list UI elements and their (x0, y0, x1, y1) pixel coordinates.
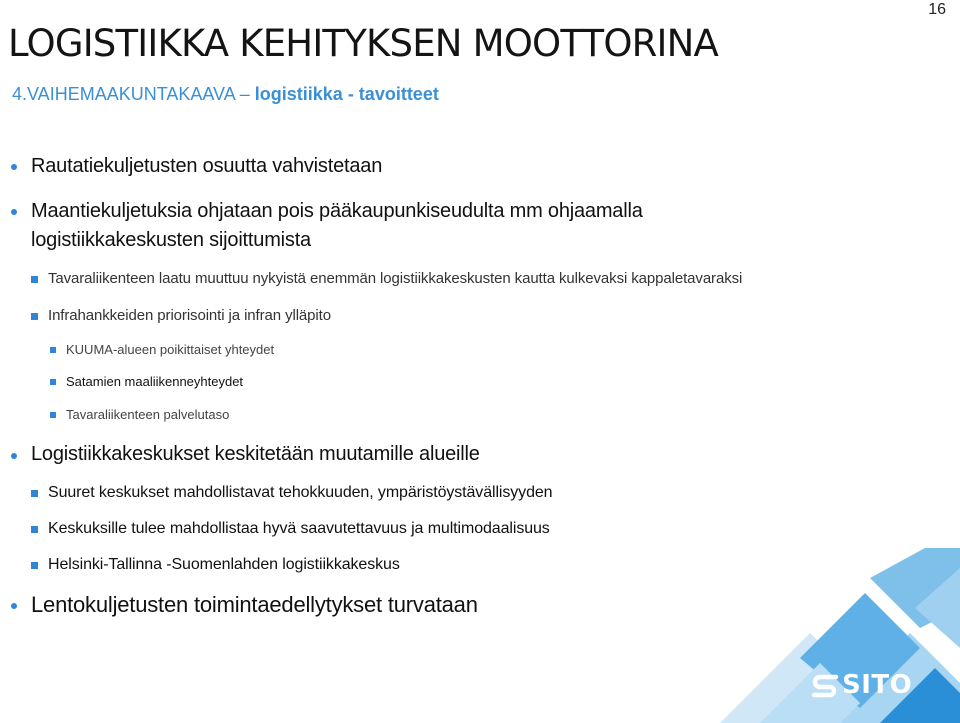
square-bullet-icon (31, 490, 38, 497)
bullet-rautatie: Rautatiekuljetusten osuutta vahvistetaan (31, 155, 383, 177)
square-bullet-icon (50, 347, 56, 353)
bullet-maantie-line1: Maantiekuljetuksia ohjataan pois pääkaupunkiseudulta mm ohjaamalla (31, 200, 643, 222)
bullet-dot-icon (11, 209, 17, 215)
sito-logo-text: SITO (842, 670, 913, 700)
sub-bullet-tavaraliikenne: Tavaraliikenteen laatu muuttuu nykyistä enemmän logistiikkakeskusten kautta kulkevaksi kappaletavaraksi (48, 270, 743, 287)
sito-logo-mark-icon (810, 671, 840, 701)
slide-subtitle (12, 83, 439, 105)
sub-sub-bullet-palvelutaso: Tavaraliikenteen palvelutaso (66, 407, 230, 422)
square-bullet-icon (31, 526, 38, 533)
bullet-maantie-line2: logistiikkakeskusten sijoittumista (31, 229, 311, 251)
square-bullet-icon (50, 379, 56, 385)
bullet-dot-icon (11, 164, 17, 170)
sub-sub-bullet-kuuma: KUUMA-alueen poikittaiset yhteydet (66, 342, 275, 357)
sub-bullet-saavutettavuus: Keskuksille tulee mahdollistaa hyvä saavutettavuus ja multimodaalisuus (48, 520, 550, 537)
square-bullet-icon (31, 562, 38, 569)
sub-bullet-helsinki-tallinna: Helsinki-Tallinna -Suomenlahden logistiikkakeskus (48, 556, 400, 573)
bullet-lentokuljetukset: Lentokuljetusten toimintaedellytykset turvataan (31, 592, 478, 617)
square-bullet-icon (31, 313, 38, 320)
subtitle-dash: – (239, 84, 250, 104)
bullet-dot-icon (11, 603, 17, 609)
bullet-dot-icon (11, 453, 17, 459)
bullet-logistiikkakeskukset: Logistiikkakeskukset keskitetään muutamille alueille (31, 443, 480, 465)
page-number: 16 (928, 1, 946, 18)
subtitle-emphasis: logistiikka - tavoitteet (254, 84, 439, 104)
slide-title: LOGISTIIKKA KEHITYKSEN MOOTTORINA (8, 22, 719, 65)
sub-bullet-suuret-keskukset: Suuret keskukset mahdollistavat tehokkuuden, ympäristöystävällisyyden (48, 484, 553, 501)
square-bullet-icon (50, 412, 56, 418)
sub-sub-bullet-satamat: Satamien maaliikenneyhteydet (66, 374, 244, 389)
square-bullet-icon (31, 276, 38, 283)
sub-bullet-infrahankkeet: Infrahankkeiden priorisointi ja infran ylläpito (48, 307, 331, 324)
subtitle-prefix: 4.VAIHEMAAKUNTAKAAVA (12, 84, 235, 104)
